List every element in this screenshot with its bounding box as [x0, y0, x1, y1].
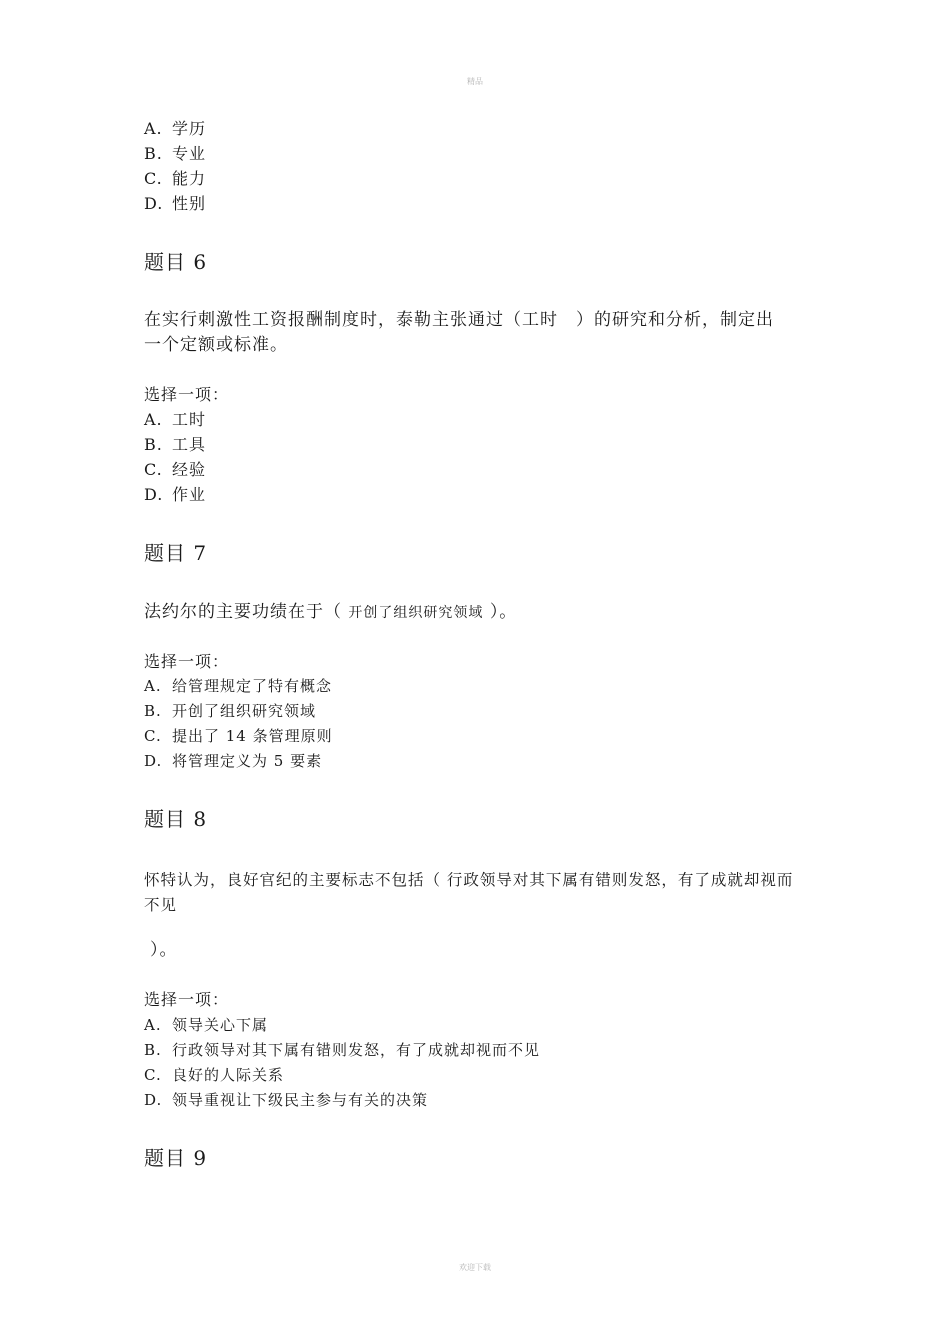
- option-text: 学历: [172, 119, 207, 138]
- q5-option-c[interactable]: [144, 166, 206, 189]
- page-footer: 欢迎下载: [459, 1263, 491, 1272]
- option-letter: A.: [144, 410, 163, 429]
- q6-option-d[interactable]: [144, 482, 206, 505]
- option-text: 专业: [172, 144, 207, 163]
- q8-option-b[interactable]: [144, 1039, 540, 1060]
- question-7-prompt: 选择一项：: [144, 652, 230, 671]
- q6-option-b[interactable]: [144, 432, 206, 455]
- q7-option-b[interactable]: [144, 700, 316, 721]
- option-letter: D.: [144, 485, 164, 504]
- option-text: 领导重视让下级民主参与有关的决策: [172, 1091, 429, 1109]
- q6-option-a[interactable]: [144, 407, 206, 430]
- q6-option-c[interactable]: [144, 457, 206, 480]
- option-letter: A.: [144, 1016, 162, 1034]
- question-7-stem: [144, 600, 824, 626]
- option-text: 开创了组织研究领域: [172, 702, 317, 720]
- stem-answer: 开创了组织研究领域: [348, 605, 484, 621]
- option-text: 领导关心下属: [172, 1016, 269, 1034]
- option-letter: C.: [144, 1066, 162, 1084]
- option-letter: A.: [144, 677, 162, 695]
- q5-option-d[interactable]: [144, 191, 206, 214]
- page-header: 精品: [467, 77, 483, 86]
- option-text: 性别: [172, 194, 207, 213]
- q7-option-c[interactable]: [144, 725, 333, 746]
- question-8-stem: [144, 868, 824, 918]
- option-text: 良好的人际关系: [172, 1066, 285, 1084]
- option-letter: B.: [144, 435, 163, 454]
- stem-line: 不见: [144, 896, 178, 914]
- question-7-heading: 题目 7: [144, 541, 208, 565]
- option-text: 将管理定义为 5 要素: [172, 752, 323, 770]
- q7-option-d[interactable]: [144, 750, 322, 771]
- option-text: 经验: [172, 460, 207, 479]
- question-6-heading: 题目 6: [144, 250, 208, 274]
- option-letter: D.: [144, 752, 163, 770]
- question-6-stem: [144, 308, 824, 358]
- stem-text: ）。: [489, 602, 518, 622]
- stem-text: 法约尔的主要功绩在于（: [144, 602, 342, 622]
- option-letter: C.: [144, 460, 163, 479]
- q5-option-b[interactable]: [144, 141, 206, 164]
- option-text: 作业: [172, 485, 207, 504]
- question-6-prompt: 选择一项：: [144, 385, 230, 404]
- option-text: 能力: [172, 169, 207, 188]
- option-text: 提出了 14 条管理原则: [172, 727, 333, 745]
- q8-option-a[interactable]: [144, 1014, 268, 1035]
- option-letter: B.: [144, 702, 162, 720]
- option-text: 给管理规定了特有概念: [172, 677, 333, 695]
- question-9-heading: 题目 9: [144, 1146, 208, 1170]
- q5-option-a[interactable]: [144, 116, 206, 139]
- option-letter: C.: [144, 727, 162, 745]
- stem-line: 在实行刺激性工资报酬制度时，泰勒主张通过（工时 ）的研究和分析，制定出: [144, 310, 774, 330]
- question-8-heading: 题目 8: [144, 807, 208, 831]
- stem-line: 怀特认为，良好官纪的主要标志不包括（ 行政领导对其下属有错则发怒，有了成就却视而: [144, 871, 794, 889]
- question-8-stem-end: ）。: [150, 940, 178, 960]
- option-letter: D.: [144, 194, 164, 213]
- q8-option-d[interactable]: [144, 1089, 428, 1110]
- option-text: 工具: [172, 435, 207, 454]
- option-letter: A.: [144, 119, 163, 138]
- option-letter: B.: [144, 144, 163, 163]
- option-text: 行政领导对其下属有错则发怒，有了成就却视而不见: [172, 1041, 541, 1059]
- q7-option-a[interactable]: [144, 675, 332, 696]
- option-letter: C.: [144, 169, 163, 188]
- stem-line: 一个定额或标准。: [144, 335, 288, 355]
- question-8-prompt: 选择一项：: [144, 990, 230, 1009]
- q8-option-c[interactable]: [144, 1064, 284, 1085]
- option-text: 工时: [172, 410, 207, 429]
- option-letter: B.: [144, 1041, 162, 1059]
- option-letter: D.: [144, 1091, 163, 1109]
